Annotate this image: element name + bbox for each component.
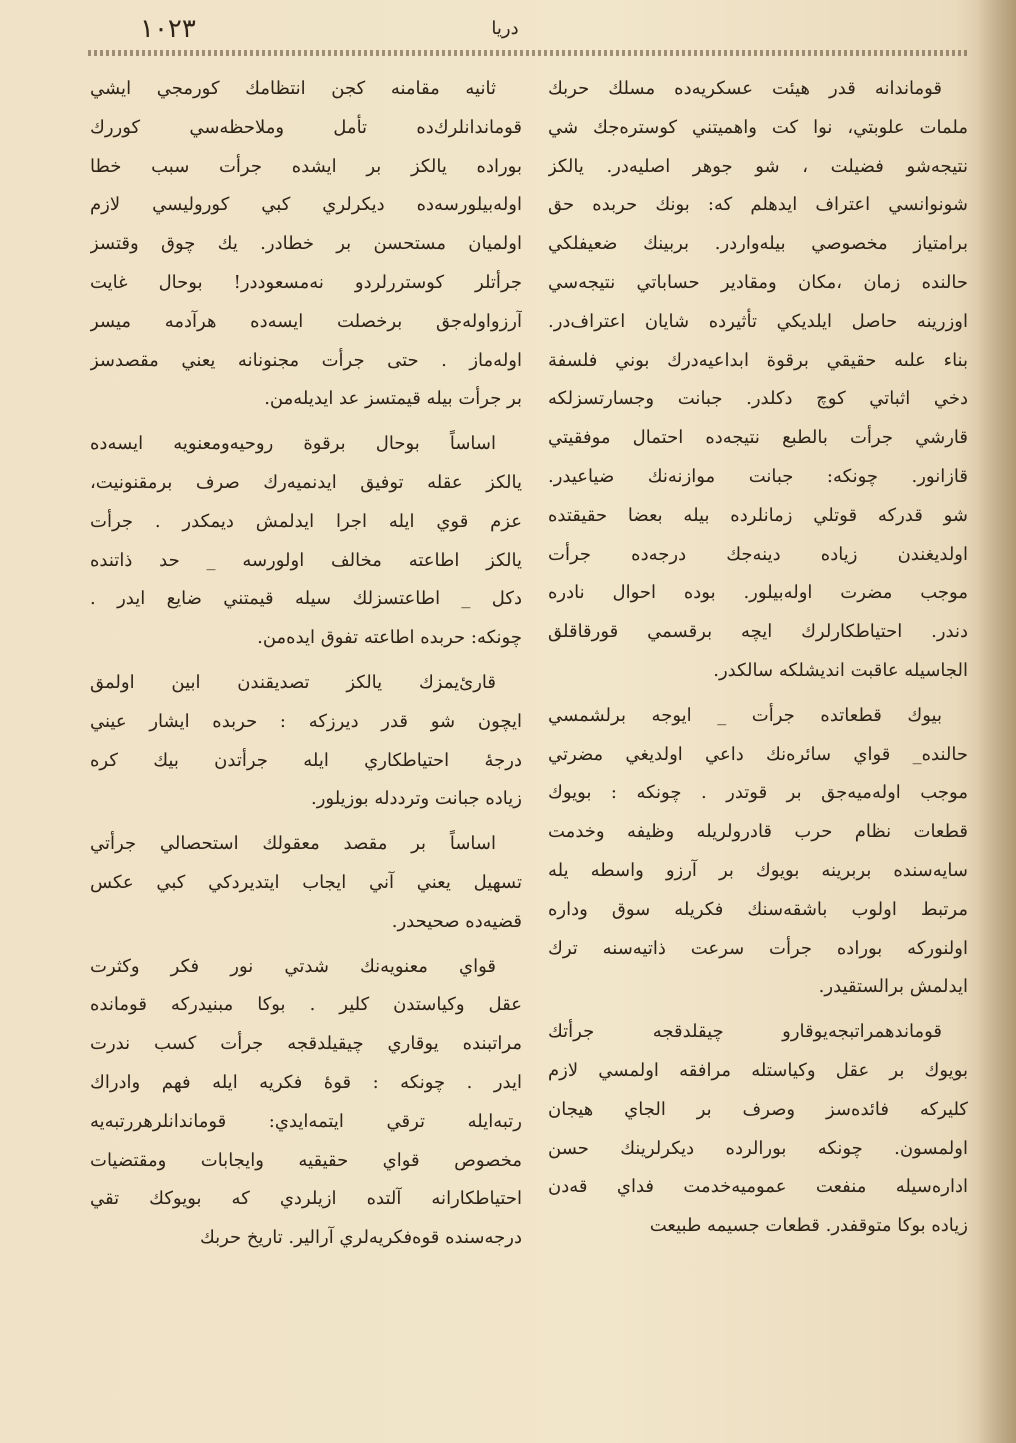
paragraph [90, 664, 522, 819]
text-line: زياده بوكا متوقفدر. قطعات جسيمه طبيعت [649, 1215, 968, 1237]
text-line: اداره‌سيله منفعت عموميه‌خدمت فداي قه‌دن [548, 1176, 968, 1198]
paragraph [548, 1013, 968, 1246]
text-line: بيوك قطعاتده جرأت _ ايوجه برلشمسي [548, 704, 942, 726]
text-line: الجاسيله عاقبت انديشلكه سالكدر. [713, 659, 968, 681]
paragraph [90, 948, 522, 1258]
text-line: موجب اوله‌ميه‌جق بر قوتدر . چونكه : بويوك [548, 782, 968, 804]
text-line: قازانور. چونكه: جبانت موازنه‌نك ضياعيدر. [548, 465, 968, 487]
text-line: قطعات نظام حرب قادرولريله وظيفه وخدمت [548, 821, 968, 843]
running-head: دريا [491, 18, 519, 39]
text-line: آرزواوله‌جق برخصلت ايسه‌ده هرآدمه ميسر [90, 310, 522, 332]
text-line: اساساً بوحال برقوة روحيه‌ومعنويه ايسه‌ده [90, 433, 496, 455]
text-line: كليركه فائده‌سز وصرف بر الجاي هيجان [548, 1098, 968, 1120]
text-line: احتياطكارانه آلتده ازيلردي كه بويوكك تقي [90, 1188, 522, 1210]
text-line: بناء علىه حقيقي برقوة ابداعيه‌درك بوني فلسفة [548, 349, 968, 371]
text-line: درجهٔ احتياطكاري ايله جرأتدن بيك كره [90, 749, 522, 771]
paragraph [548, 70, 968, 691]
text-line: شونوانسي اعتراف ايدهلم كه: بونك حربده حق [548, 194, 968, 216]
text-line: قوماندهمراتبجه‌يوقارو چيقلدقجه جرأتك [548, 1021, 942, 1043]
paragraph [90, 70, 522, 419]
text-line: شو قدركه قوتلي زمانلرده بيله بعضا حقيقتده [548, 504, 968, 526]
text-column-left [90, 70, 522, 1430]
text-line: اوزرينه حاصل ايلديكي تأثيرده شايان اعتراف‌در. [548, 310, 968, 332]
text-line: مرتبط اولوب باشقه‌سنك فكريله سوق وداره [548, 898, 968, 920]
text-line: حالنده زمان ،مكان ومقادير حساباتي نتيجه‌سي [548, 271, 968, 293]
text-line: قضيه‌ده صحيحدر. [391, 910, 522, 932]
header-rule [88, 50, 968, 56]
paragraph [90, 425, 522, 658]
text-line: بر جرأت بيله قيمتسز عد ايديله‌من. [264, 388, 522, 410]
text-line: موجب مضرت اوله‌بيلور. بوده احوال نادره‌ [548, 582, 968, 604]
text-line: اوله‌بيلورسه‌ده ديكرلري كبي كوروليسي لازم [90, 194, 522, 216]
text-line: اوله‌ماز . حتى جرأت مجنونانه يعني مقصدسز [90, 349, 522, 371]
page-edge-shadow [976, 0, 1016, 1443]
text-line: يالكز عقله توفيق ايدنميه‌رك صرف برمقنونيت، [90, 471, 522, 493]
text-line: جرأتلر كوستررلردو نه‌مسعوددر! بوحال غايت [90, 271, 522, 293]
paragraph [90, 825, 522, 941]
text-line: اولميان مستحسن بر خطادر. يك چوق وقتسز [90, 233, 522, 255]
text-line: سايه‌سنده بربرينه بويوك بر آرزو واسطه يله [548, 859, 968, 881]
text-line: ايدلمش برالستقيدر. [818, 976, 968, 998]
text-line: اولنوركه بوراده جرأت سرعت ذاتيه‌سنه ترك [548, 937, 968, 959]
text-line: نتيجه‌شو فضيلت ، شو جوهر اصليه‌در. يالكز [548, 155, 968, 177]
text-line: دخي اثباتي كوچ دكلدر. جبانت وجسارتسزلكه [548, 388, 968, 410]
text-line: دكل _ اطاعتسزلك سيله قيمتني ضايع ايدر . [90, 588, 522, 610]
text-line: يالكز اطاعته مخالف اولورسه _ حد ذاتنده [90, 549, 522, 571]
text-line: دندر. احتياطكارلرك ايچه برقسمي قورقاقلق [548, 621, 968, 643]
text-line: درجه‌سنده قوه‌فكريه‌لري آرالير. تاريخ حربك [199, 1227, 522, 1249]
text-line: چونكه: حربده اطاعته تفوق ايده‌من. [257, 627, 522, 649]
text-line: ملمات علوبتي، نوا كت واهميتني كوستره‌جك شي [548, 116, 968, 138]
text-line: اولديغندن زياده دينه‌جك درجه‌ده جرأت [548, 543, 968, 565]
text-line: قواي معنويه‌نك شدتي نور فكر وكثرت [90, 955, 496, 977]
text-line: بويوك بر عقل وكياستله مرافقه اولمسي لازم [548, 1059, 968, 1081]
page-number: ١٠٢٣ [140, 14, 196, 44]
text-line: قوماندانلرك‌ده تأمل وملاحظه‌سي كوررك [90, 116, 522, 138]
paragraph [548, 697, 968, 1007]
text-line: مخصوص قواي حقيقيه وايجابات ومقتضيات [90, 1149, 522, 1171]
text-line: برامتياز مخصوصي بيله‌واردر. بربينك ضعيفلكي [548, 233, 968, 255]
text-line: ثانيه مقامنه كجن انتظامك كورمجي ايشي [90, 78, 496, 99]
text-line: اولمسون. چونكه بورالرده ديكرلرينك حسن [548, 1137, 968, 1159]
text-line: عزم قوي ايله اجرا ايدلمش ديمكدر . جرأت [90, 510, 522, 532]
text-line: حالنده_ قواي سائره‌نك داعي اولديغي مضرتي [548, 743, 968, 765]
text-line: ايدر . چونكه : قوهٔ فكريه ايله فهم وادراك [90, 1071, 522, 1093]
text-line: زياده جبانت وترددله بوزيلور. [310, 788, 522, 810]
text-line: مراتبنده يوقاري چيقيلدقجه جرأت كسب ندرت [90, 1033, 522, 1055]
text-line: قارشي جرأت بالطبع نتيجه‌ده احتمال موفقيتي [548, 427, 968, 449]
text-line: ايچون شو قدر ديرزكه : حربده ايشار عيني [90, 710, 522, 732]
text-column-right [548, 70, 968, 1430]
text-line: عقل وكياستدن كلير . بوكا مبنيدركه قومانده [90, 994, 522, 1016]
text-line: رتبه‌ايله ترقي ايتمه‌ايدي: قوماندانلرهررتبه‌يه [90, 1110, 522, 1132]
text-line: قوماندانه قدر هيئت عسكريه‌ده مسلك حربك [548, 78, 942, 99]
text-line: اساساً بر مقصد معقولك استحصالي جرأتي [90, 833, 496, 855]
text-line: بوراده يالكز بر ايشده جرأت سبب خطا [90, 155, 522, 177]
text-line: تسهيل يعني آني ايجاب ايتديردكي كبي عكس [90, 871, 522, 893]
text-line: قارئ‌يمزك يالكز تصديقندن ابين اولمق [90, 671, 496, 693]
